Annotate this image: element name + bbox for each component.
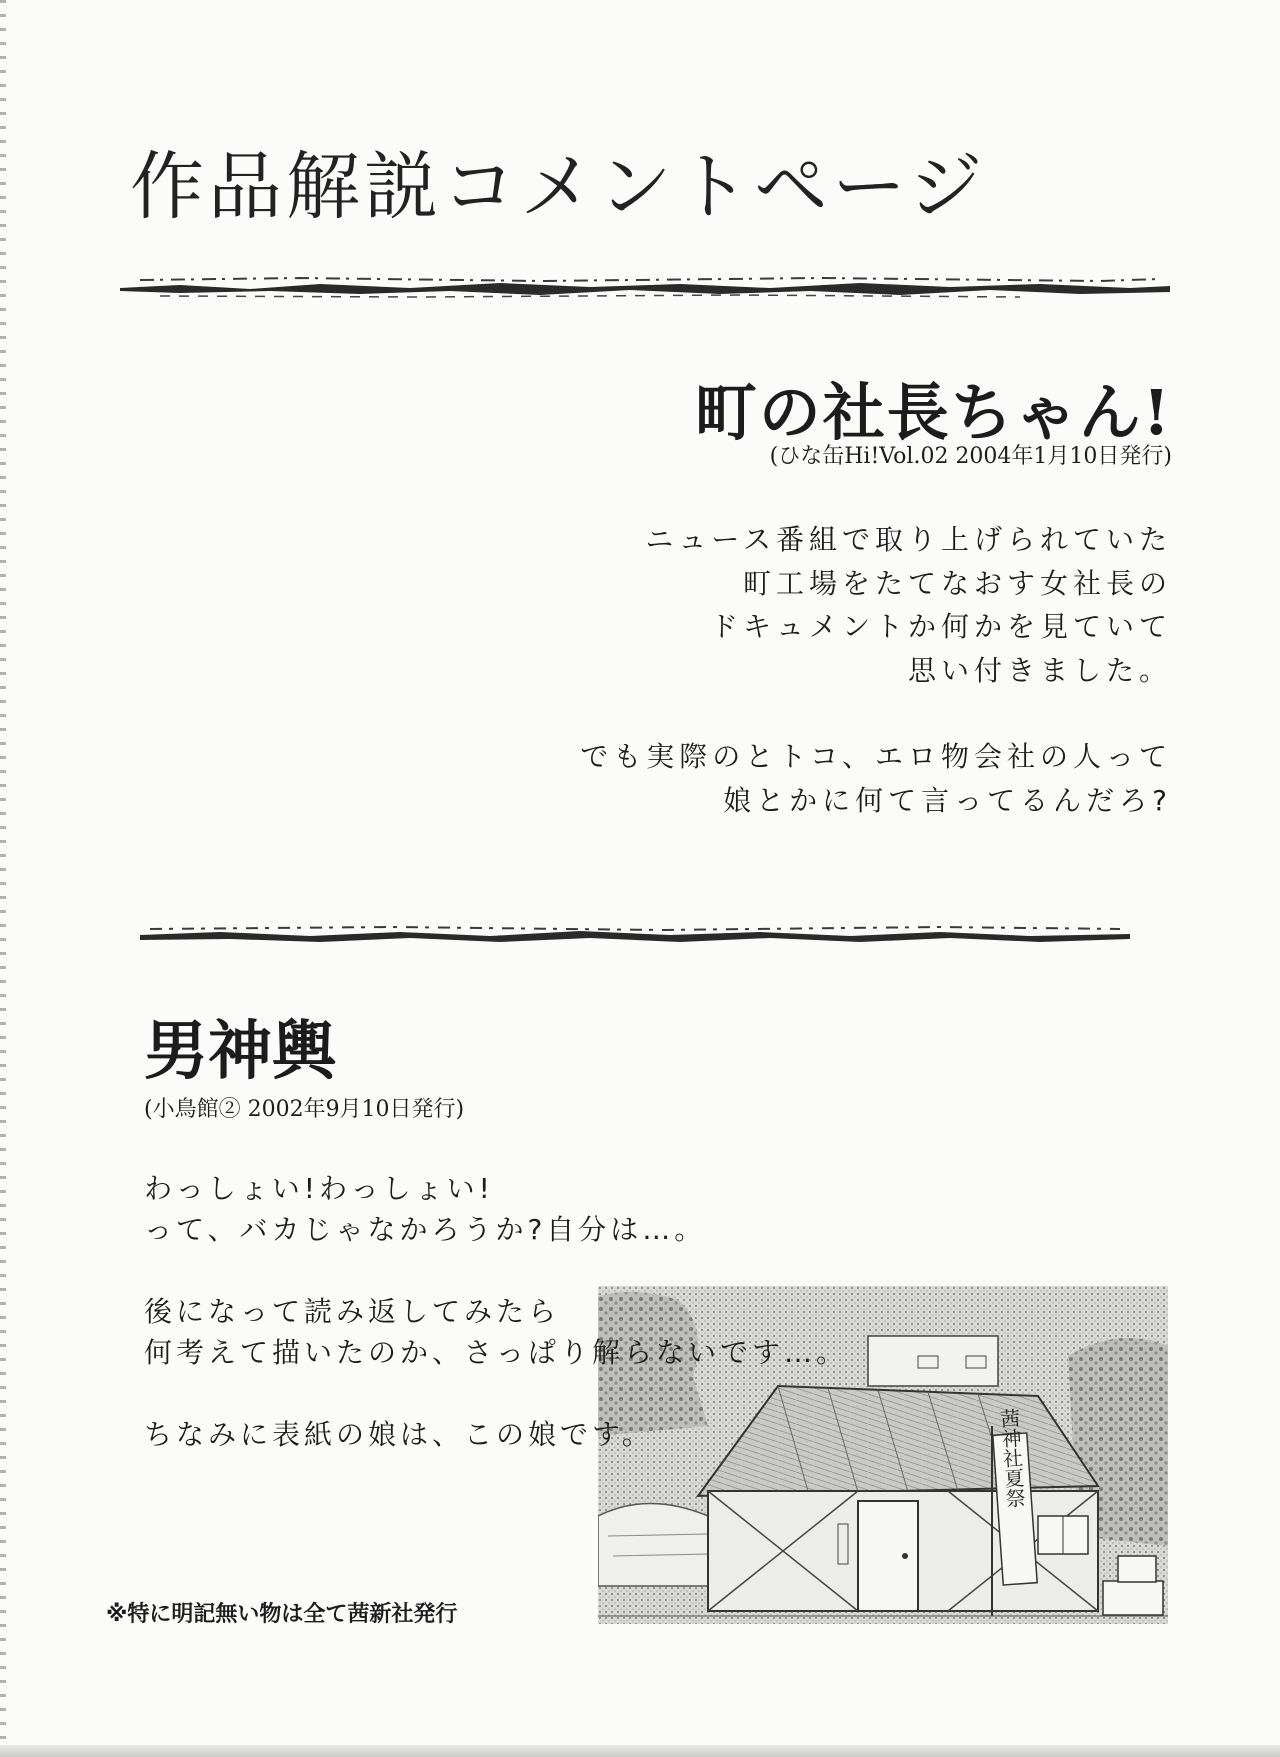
- section1-subtitle: (ひな缶Hi!Vol.02 2004年1月10日発行): [769, 444, 1172, 469]
- section1-line: 思い付きました。: [907, 653, 1172, 687]
- section2-subtitle: (小鳥館② 2002年9月10日発行): [144, 1097, 465, 1122]
- section2-title: 男神輿: [144, 1014, 336, 1089]
- section2-line: 何考えて描いたのか、さっぱり解らないです…。: [144, 1336, 849, 1369]
- page-title: 作品解説コメントページ: [130, 144, 987, 230]
- section1-line: でも実際のとトコ、エロ物会社の人って: [580, 740, 1172, 773]
- section2-line: って、バカじゃなかろうか?自分は…。: [144, 1213, 707, 1246]
- paragraph-gap: [580, 692, 1172, 735]
- section1-body: [580, 518, 1172, 822]
- section2-line: わっしょい!わっしょい!: [144, 1172, 494, 1205]
- paragraph-gap: [144, 1373, 848, 1414]
- section2-body: [144, 1168, 848, 1455]
- section2-line: 後になって読み返してみたら: [144, 1295, 561, 1328]
- footnote: ※特に明記無い物は全て茜新社発行: [106, 1602, 458, 1627]
- brush-divider-top: [120, 276, 1170, 298]
- page-bottom-edge: [0, 1745, 1280, 1757]
- section2-line: ちなみに表紙の娘は、この娘です。: [144, 1418, 654, 1451]
- section1-line: 町工場をたてなおす女社長の: [742, 566, 1172, 600]
- page-binding-edge: [0, 0, 6, 1757]
- section1-line: 娘とかに何て言ってるんだろ?: [723, 783, 1172, 817]
- paragraph-gap: [144, 1250, 848, 1291]
- section1-line: ニュース番組で取り上げられていた: [645, 523, 1172, 556]
- section1-title: 町の社長ちゃん!: [694, 376, 1172, 449]
- brush-divider-middle: [140, 924, 1130, 946]
- banner-text: 茜神社夏祭: [995, 1407, 1027, 1509]
- section1-line: ドキュメントか何かを見ていて: [709, 610, 1172, 643]
